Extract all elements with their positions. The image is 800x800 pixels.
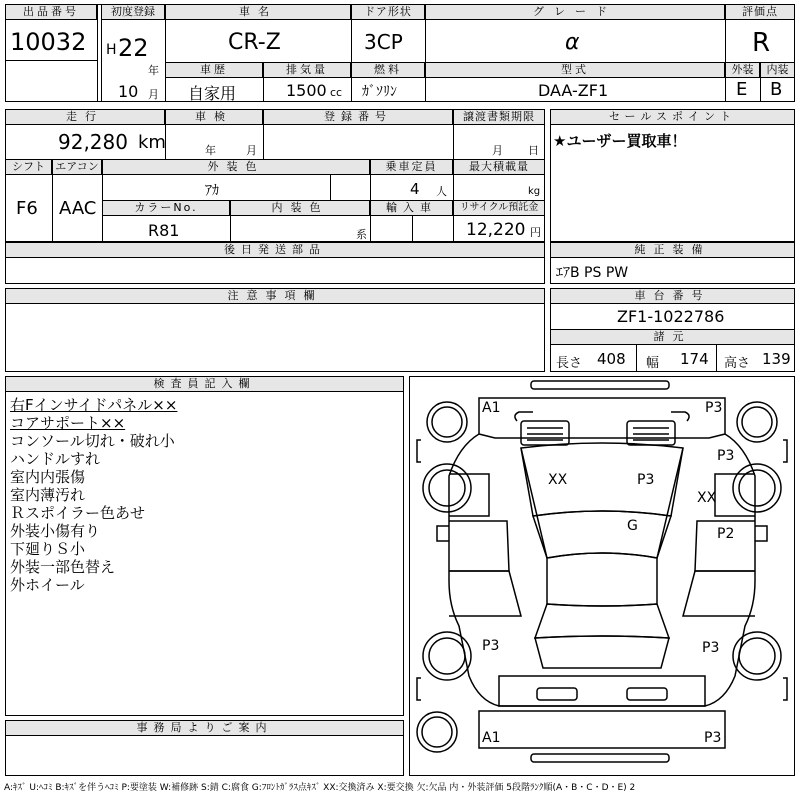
legend-footer: A:ｷｽﾞ U:ﾍｺﾐ B:ｷｽﾞを伴うﾍｺﾐ P:要塗装 W:補修跡 S:錆 C:腐食 G:ﾌﾛﾝﾄｶﾞﾗｽ点ｷｽﾞ XX:交換済み X:要交換 欠:欠品 内・外装評価 5段階ﾗﾝｸ順(A・B・C・D・E) 2 bbox=[4, 783, 636, 793]
mileage-header: 走行 bbox=[5, 109, 165, 125]
interior-value: B bbox=[770, 79, 783, 100]
color-no-header: カラーNo. bbox=[102, 200, 230, 216]
transfer-header: 譲渡書類期限 bbox=[453, 109, 545, 125]
recycle-header: リサイクル預託金 bbox=[453, 200, 545, 216]
chassis-value: ZF1-1022786 bbox=[617, 307, 725, 326]
note-item: 下廻りＳ小 bbox=[10, 540, 86, 558]
capacity-header: 乗車定員 bbox=[370, 159, 453, 175]
model-header: 型式 bbox=[425, 62, 725, 78]
sales-point-header: セールスポイント bbox=[550, 109, 795, 125]
ext-color-value: ｱｶ bbox=[205, 183, 219, 199]
equipment-header: 純正装備 bbox=[550, 242, 795, 258]
month-value: 10 bbox=[118, 82, 139, 101]
inspection-year-unit: 年 bbox=[205, 144, 216, 157]
middle-table bbox=[5, 109, 545, 242]
mark-front-right: P3 bbox=[705, 400, 723, 416]
year-unit: 年 bbox=[148, 64, 159, 77]
mark-right-door: P2 bbox=[717, 526, 735, 542]
width-label: 幅 bbox=[646, 356, 660, 371]
caution-header: 注意事項欄 bbox=[5, 288, 545, 304]
length-value: 408 bbox=[597, 350, 626, 368]
month-unit: 月 bbox=[148, 88, 159, 101]
displacement-header: 排気量 bbox=[263, 62, 351, 78]
recycle-value: 12,220 bbox=[466, 220, 526, 240]
note-item: コアサポート×× bbox=[10, 414, 126, 432]
mark-rear-left: P3 bbox=[482, 638, 500, 654]
color-no-value: R81 bbox=[148, 221, 180, 240]
ext-color-header: 外装色 bbox=[102, 159, 370, 175]
note-item: 外ホイール bbox=[10, 576, 85, 594]
sales-point-box bbox=[550, 109, 795, 242]
history-header: 車歴 bbox=[165, 62, 263, 78]
transfer-day-unit: 日 bbox=[528, 144, 539, 157]
sales-point-value: ★ユーザー買取車！ bbox=[553, 132, 687, 150]
recycle-unit: 円 bbox=[530, 226, 541, 239]
int-color-unit: 系 bbox=[356, 228, 367, 241]
equipment-value: ｴｱB PS PW bbox=[556, 265, 629, 281]
shift-value: F6 bbox=[16, 198, 38, 219]
mark-windshield: G bbox=[627, 518, 638, 534]
note-item: 右Fインサイドパネル×× bbox=[10, 396, 178, 414]
lot-no-header: 出品番号 bbox=[5, 4, 97, 20]
fuel-header: 燃料 bbox=[351, 62, 425, 78]
capacity-value: 4 bbox=[410, 180, 420, 198]
width-value: 174 bbox=[680, 350, 709, 368]
grade-value: α bbox=[565, 30, 580, 55]
height-value: 139 bbox=[762, 350, 791, 368]
note-item: 室内内張傷 bbox=[10, 468, 86, 486]
door-header: ドア形状 bbox=[351, 4, 425, 20]
chassis-header: 車台番号 bbox=[550, 288, 795, 304]
aircon-header: エアコン bbox=[52, 159, 102, 175]
history-value: 自家用 bbox=[188, 84, 237, 103]
lot-no-value: 10032 bbox=[10, 28, 87, 56]
model-value: DAA-ZF1 bbox=[538, 81, 609, 100]
int-color-header: 内装色 bbox=[230, 200, 370, 216]
exterior-header: 外装 bbox=[725, 62, 760, 78]
note-item: コンソール切れ・破れ小 bbox=[10, 432, 175, 450]
first-reg-header: 初度登録 bbox=[101, 4, 165, 20]
mark-rear-right: P3 bbox=[702, 640, 720, 656]
office-header: 事務局よりご案内 bbox=[5, 720, 404, 736]
length-label: 長さ bbox=[556, 356, 583, 371]
reg-no-header: 登録番号 bbox=[263, 109, 453, 125]
shift-header: シフト bbox=[5, 159, 52, 175]
load-unit: kg bbox=[528, 186, 541, 197]
note-item: Ｒスポイラー色あせ bbox=[10, 504, 146, 522]
max-load-header: 最大積載量 bbox=[453, 159, 545, 175]
mark-front-left: A1 bbox=[482, 400, 501, 416]
year-value: 22 bbox=[118, 34, 149, 62]
car-diagram bbox=[409, 376, 795, 776]
height-label: 高さ bbox=[724, 356, 751, 371]
exterior-value: E bbox=[736, 79, 748, 100]
mark-hood-right: P3 bbox=[637, 472, 655, 488]
mark-right-front-door: XX bbox=[697, 490, 717, 506]
fuel-value: ｶﾞｿﾘﾝ bbox=[362, 84, 397, 100]
transfer-month-unit: 月 bbox=[492, 144, 503, 157]
import-header: 輸入車 bbox=[370, 200, 453, 216]
inspector-header: 検査員記入欄 bbox=[5, 376, 404, 392]
score-value: R bbox=[752, 28, 771, 58]
mark-rear-bumper-left: A1 bbox=[482, 730, 501, 746]
dims-header: 諸元 bbox=[550, 329, 795, 345]
note-item: 室内薄汚れ bbox=[10, 486, 86, 504]
score-header: 評価点 bbox=[725, 4, 795, 20]
displacement-unit: cc bbox=[330, 86, 343, 99]
inspection-month-unit: 月 bbox=[246, 144, 257, 157]
later-parts-header: 後日発送部品 bbox=[5, 242, 545, 258]
car-name-header: 車名 bbox=[165, 4, 351, 20]
mark-hood-left: XX bbox=[548, 472, 568, 488]
car-name-value: CR-Z bbox=[228, 30, 281, 55]
door-value: 3CP bbox=[364, 30, 403, 54]
inspection-header: 車検 bbox=[165, 109, 263, 125]
displacement-value: 1500 bbox=[286, 81, 327, 100]
note-item: 外装小傷有り bbox=[10, 522, 101, 540]
mark-rear-bumper-right: P3 bbox=[704, 730, 722, 746]
era-value: H bbox=[106, 42, 117, 58]
interior-header: 内装 bbox=[760, 62, 795, 78]
aircon-value: AAC bbox=[59, 198, 97, 219]
capacity-unit: 人 bbox=[436, 185, 447, 198]
grade-header: グレード bbox=[425, 4, 725, 20]
note-item: ハンドルすれ bbox=[10, 450, 101, 468]
note-item: 外装一部色替え bbox=[10, 558, 116, 576]
mileage-value: 92,280 bbox=[58, 130, 128, 154]
mark-right-front-fender: P3 bbox=[717, 448, 735, 464]
inspector-notes bbox=[10, 396, 177, 594]
mileage-unit: km bbox=[138, 132, 166, 153]
